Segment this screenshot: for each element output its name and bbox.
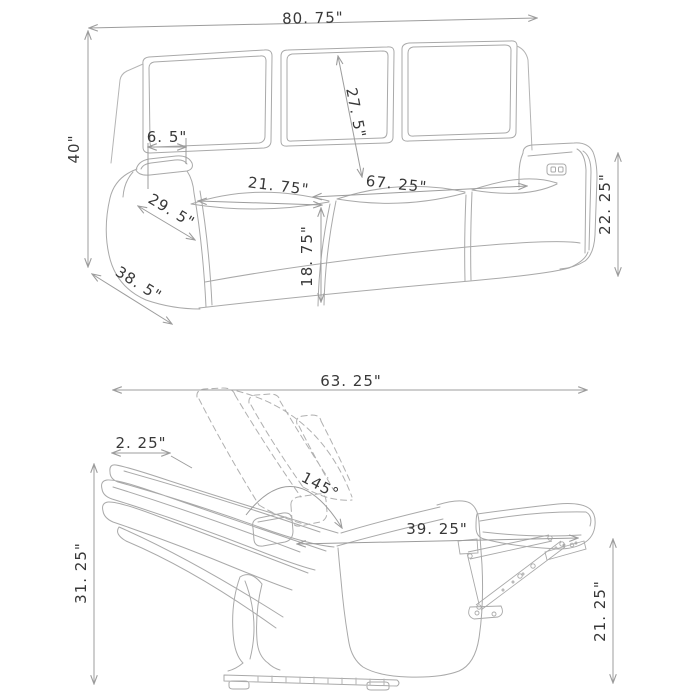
dim-wall-clearance-label: 2. 25" [115,434,167,452]
dim-overall-width-label: 80. 75" [281,8,344,28]
dim-footrest-floor-height [591,539,613,683]
sofa-back-cushions [143,41,517,153]
dim-arm-front-depth-label: 29. 5" [145,189,199,232]
dim-back-height [72,464,94,684]
recliner-back-cushions [102,465,338,628]
sofa-front-view-drawing [65,8,618,324]
recliner-footrest-mechanism [458,535,586,619]
recliner-base [224,675,399,690]
dim-arm-height-label: 22. 25" [596,173,614,235]
dim-arm-height [596,153,618,276]
sofa-front-base [199,242,588,308]
dim-seat-cushion-width-label: 21. 75" [246,173,311,199]
dim-overall-height-label: 40" [65,134,83,164]
dim-interior-seat-width-label: 67. 25" [364,171,429,197]
dim-footrest-floor-height-label: 21. 25" [591,580,609,642]
dim-overall-height [65,31,88,267]
dim-reclined-overall-length-label: 63. 25" [320,372,382,390]
dim-seat-to-footrest-length-label: 39. 25" [406,520,468,538]
dim-overall-depth-label: 38. 5" [112,262,166,305]
recliner-footrest-pad [476,504,595,549]
dim-back-cushion-height [338,56,370,177]
dim-arm-width-label: 6. 5" [146,128,188,146]
dim-overall-depth [92,263,172,324]
dim-arm-front-depth [138,190,198,240]
recliner-back-dashed-positions [197,388,352,526]
power-button-panel-icon [547,164,566,175]
dim-back-cushion-height-label: 27. 5" [342,86,370,140]
sofa-seat-cushions [191,179,557,306]
dim-seat-front-height-label: 18. 75" [298,225,316,287]
recliner-pedestal [228,575,280,671]
dim-seat-cushion-width [198,173,322,205]
recliner-side-view-drawing [72,372,613,690]
dim-back-height-label: 31. 25" [72,542,90,604]
dim-recline-angle-label: 145° [298,468,343,503]
dim-seat-front-height [298,208,321,302]
dim-reclined-overall-length [113,372,587,390]
dim-overall-width [89,8,537,28]
sofa-right-arm [519,143,597,269]
dim-wall-clearance [112,434,192,468]
